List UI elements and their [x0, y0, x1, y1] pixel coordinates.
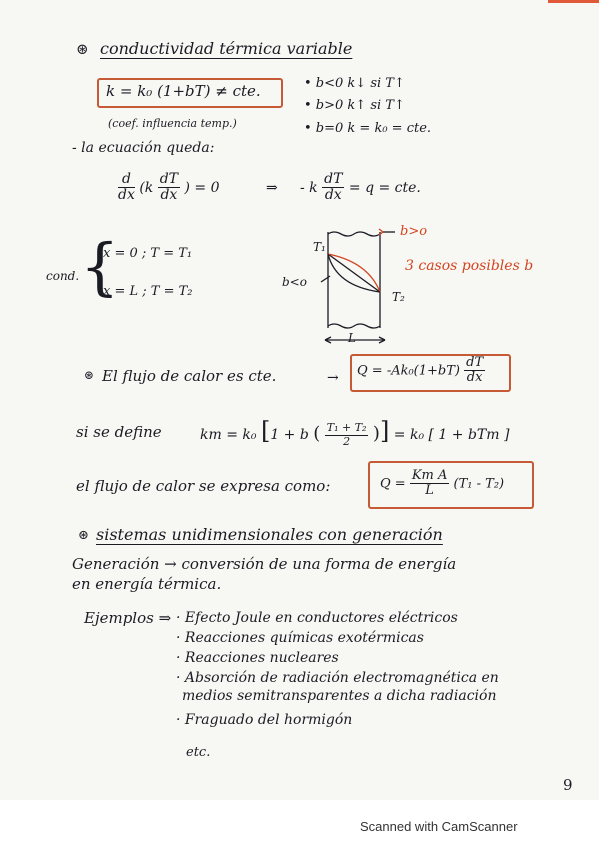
- define-text: si se define: [76, 423, 162, 441]
- example-item-continuation: medios semitransparentes a dicha radiación: [182, 688, 497, 704]
- example-item: · Efecto Joule en conductores eléctricos: [176, 610, 458, 626]
- mean-flux-equation: Q = $\frac{\text{Km A}}{L}$ (T₁ - T₂): [380, 468, 505, 499]
- section-heading-conductividad: conductividad térmica variable: [100, 39, 353, 58]
- mean-conductivity-equation: km = k₀ [1 + b ( $\frac{\text{T₁ + T₂}}{2}$ )] = k₀ [ 1 + bTm ]: [200, 417, 510, 448]
- case-b-zero: • b=0 k = k₀ = cte.: [304, 121, 432, 136]
- implies-arrow: ⇒: [266, 180, 278, 196]
- heat-flux-equation: - k $\frac{dT}{dx}$ = q = cte.: [300, 171, 421, 204]
- example-item: · Reacciones químicas exotérmicas: [176, 630, 424, 646]
- bullet-star-icon: ⊛: [76, 40, 89, 58]
- diagram-b-negative-label: b<o: [282, 275, 307, 289]
- diagram-b-positive-label: b>o: [400, 224, 428, 239]
- generation-definition-2: en energía térmica.: [72, 575, 222, 593]
- diagram-length-label: L: [348, 331, 356, 345]
- bullet-circle-icon: ⊛: [84, 368, 95, 382]
- case-b-positive: • b>0 k↑ si T↑: [304, 98, 405, 113]
- ode-equation: $\frac{d}{dx}$ (k $\frac{dT}{dx}$ ) = 0: [118, 171, 220, 204]
- diagram-t1-label: T₁: [313, 240, 326, 254]
- example-item: · Absorción de radiación electromagnética en: [176, 670, 499, 686]
- ecuacion-label: - la ecuación queda:: [72, 140, 215, 156]
- flux-expression-text: el flujo de calor se expresa como:: [76, 477, 331, 495]
- examples-label: Ejemplos ⇒: [84, 609, 172, 627]
- example-item: · Reacciones nucleares: [176, 650, 339, 666]
- page-number: 9: [563, 776, 573, 794]
- condition-2: x = L ; T = T₂: [103, 284, 193, 299]
- conductivity-equation: k = k₀ (1+bT) ≠ cte.: [106, 82, 261, 100]
- scanner-watermark: Scanned with CamScanner: [360, 819, 518, 834]
- case-b-negative: • b<0 k↓ si T↑: [304, 76, 405, 91]
- generation-definition-1: Generación → conversión de una forma de energía: [72, 555, 457, 573]
- cases-note: 3 casos posibles b: [405, 258, 534, 274]
- section-heading-generacion: sistemas unidimensionales con generación: [96, 525, 443, 544]
- conditions-label: cond.: [46, 269, 80, 283]
- flux-equation: Q = -Ak₀(1+bT) $\frac{dT}{dx}$: [357, 355, 484, 386]
- coefficient-note: (coef. influencia temp.): [108, 117, 237, 130]
- condition-1: x = 0 ; T = T₁: [103, 246, 193, 261]
- example-item: · Fraguado del hormigón: [176, 712, 353, 728]
- bullet-filled-icon: ⊛: [78, 528, 89, 543]
- etc-text: etc.: [186, 745, 211, 760]
- brace-icon: {: [80, 230, 120, 303]
- diagram-t2-label: T₂: [392, 290, 405, 304]
- constant-flux-text: El flujo de calor es cte.: [102, 367, 277, 385]
- implies-arrow-2: →: [327, 370, 339, 386]
